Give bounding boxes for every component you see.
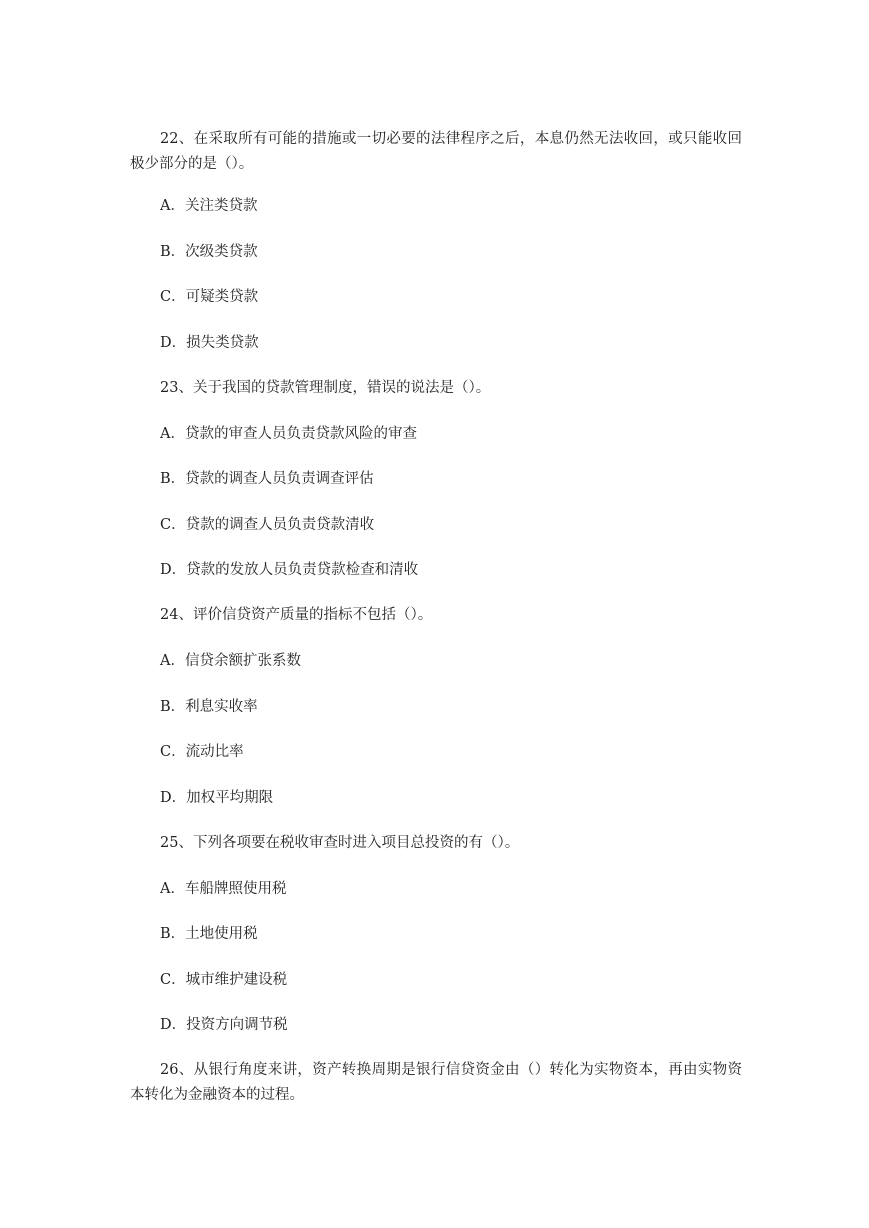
question-26-text: 26、从银行角度来讲，资产转换周期是银行信贷资金由（）转化为实物资本，再由实物资本转化为金融资本的过程。 [130, 1062, 742, 1103]
question-25-option-c: C．城市维护建设税 [160, 972, 288, 988]
question-22-option-c: C．可疑类贷款 [160, 289, 259, 305]
question-25-option-d: D．投资方向调节税 [160, 1017, 288, 1033]
question-24-option-d: D．加权平均期限 [160, 790, 274, 806]
question-23-option-c: C．贷款的调查人员负责贷款清收 [160, 517, 375, 533]
question-22-option-a: A．关注类贷款 [160, 198, 258, 214]
question-25-option-b: B．土地使用税 [160, 926, 258, 942]
question-22-option-b: B．次级类贷款 [160, 244, 258, 260]
question-23-option-b: B．贷款的调查人员负责调查评估 [160, 471, 374, 487]
question-25-text: 25、下列各项要在税收审查时进入项目总投资的有（）。 [160, 835, 520, 851]
question-25-option-a: A．车船牌照使用税 [160, 881, 287, 897]
question-22-option-d: D．损失类贷款 [160, 335, 259, 351]
question-22-text: 22、在采取所有可能的措施或一切必要的法律程序之后，本息仍然无法收回，或只能收回极少部分的是（）。 [130, 131, 742, 172]
question-23-option-d: D．贷款的发放人员负责贷款检查和清收 [160, 562, 419, 578]
question-23-option-a: A．贷款的审查人员负责贷款风险的审查 [160, 426, 417, 442]
question-24-option-b: B．利息实收率 [160, 699, 258, 715]
question-24-text: 24、评价信贷资产质量的指标不包括（）。 [160, 607, 433, 623]
question-24-option-a: A．信贷余额扩张系数 [160, 653, 301, 669]
question-24-option-c: C．流动比率 [160, 744, 244, 760]
question-23-text: 23、关于我国的贷款管理制度，错误的说法是（）。 [160, 380, 491, 396]
